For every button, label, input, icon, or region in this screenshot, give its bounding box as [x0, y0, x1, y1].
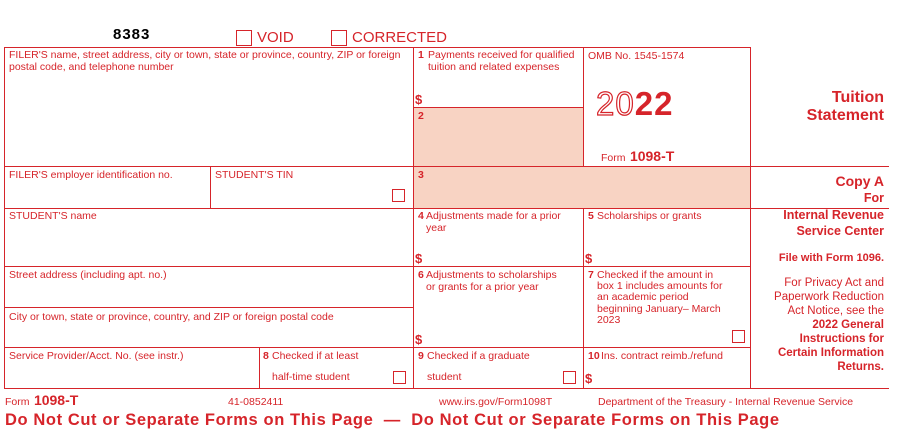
box2-shade	[414, 108, 583, 166]
box9-checkbox[interactable]	[563, 371, 576, 384]
title-line-1: Tuition	[831, 89, 884, 106]
student-tin-label: STUDENT'S TIN	[215, 169, 294, 181]
copy-a: Copy A	[835, 173, 884, 189]
box9-number: 9	[418, 350, 424, 362]
box4-label: Adjustments made for a prior year	[426, 210, 561, 234]
tax-year-light: 20	[596, 85, 635, 122]
box4-field[interactable]	[426, 240, 581, 264]
box5-field[interactable]	[596, 240, 748, 264]
box3-shade	[414, 167, 750, 208]
street-field[interactable]	[6, 284, 411, 305]
filer-ein-field[interactable]	[6, 184, 208, 206]
tax-year-bold: 22	[634, 85, 674, 122]
side-panel-title	[807, 89, 884, 125]
instr-line-4: Returns.	[837, 361, 884, 373]
instr-line-1: 2022 General	[812, 319, 884, 331]
student-name-label: STUDENT'S name	[9, 210, 97, 222]
box1-number: 1	[418, 49, 424, 61]
irs-url: www.irs.gov/Form1098T	[439, 396, 553, 408]
file-with: File with Form 1096.	[778, 252, 884, 264]
corrected-checkbox[interactable]	[331, 30, 347, 46]
privacy-block	[774, 276, 884, 374]
copy-for: For	[863, 191, 884, 205]
box9-label-2: student	[427, 371, 462, 383]
filer-name-label: FILER'S name, street address, city or town, state or province, country, ZIP or foreign postal code, and telephone number	[9, 49, 401, 73]
omb-number: OMB No. 1545-1574	[588, 50, 685, 62]
box1-dollar: $	[415, 92, 423, 107]
box6-label: Adjustments to scholarships or grants for a prior year	[426, 269, 557, 293]
footer-form-prefix: Form	[5, 396, 30, 408]
form-name-box	[601, 148, 674, 166]
title-line-2: Statement	[806, 107, 884, 124]
box5-dollar: $	[585, 251, 593, 266]
form-prefix: Form	[601, 152, 626, 164]
box10-dollar: $	[585, 371, 593, 386]
box1-field[interactable]	[426, 86, 581, 106]
box4-dollar: $	[415, 251, 423, 266]
copy-a-block	[744, 172, 884, 239]
box2-number: 2	[418, 110, 424, 122]
filer-ein-label: FILER'S employer identification no.	[9, 169, 173, 181]
box9-label: Checked if a graduate	[427, 350, 530, 362]
box1-label: Payments received for qualified tuition and related expenses	[428, 49, 575, 73]
box5-number: 5	[588, 210, 594, 222]
privacy-line-1: For Privacy Act and	[784, 277, 884, 289]
box7-checkbox[interactable]	[732, 330, 745, 343]
box6-number: 6	[418, 269, 424, 281]
student-tin-checkbox[interactable]	[392, 189, 405, 202]
box6-field[interactable]	[426, 320, 581, 345]
service-provider-field[interactable]	[6, 365, 256, 386]
box8-label-2: half-time student	[272, 371, 350, 383]
department: Department of the Treasury - Internal Revenue Service	[598, 396, 854, 408]
corrected-label: CORRECTED	[352, 29, 448, 46]
form-code: 8383	[113, 26, 151, 43]
box4-number: 4	[418, 210, 424, 222]
box10-label: Ins. contract reimb./refund	[601, 350, 723, 362]
box8-number: 8	[263, 350, 269, 362]
footer-form-name	[5, 392, 78, 410]
instr-line-2: Instructions for	[799, 333, 884, 345]
irs-line-1: Internal Revenue	[783, 208, 884, 222]
service-provider-label: Service Provider/Acct. No. (see instr.)	[9, 350, 184, 362]
privacy-line-2: Paperwork Reduction	[774, 291, 884, 303]
box8-checkbox[interactable]	[393, 371, 406, 384]
box8-label: Checked if at least	[272, 350, 359, 362]
tax-year	[596, 86, 673, 122]
privacy-line-3: Act Notice, see the	[787, 305, 884, 317]
catalog-number: 41-0852411	[228, 396, 284, 408]
void-label: VOID	[257, 29, 294, 46]
box3-number: 3	[418, 169, 424, 181]
void-checkbox[interactable]	[236, 30, 252, 46]
instr-line-3: Certain Information	[777, 347, 884, 359]
student-name-field[interactable]	[6, 226, 411, 264]
filer-name-field[interactable]	[6, 78, 411, 164]
box6-dollar: $	[415, 332, 423, 347]
box10-field[interactable]	[596, 365, 748, 386]
irs-line-2: Service Center	[796, 224, 884, 238]
do-not-cut-banner: Do Not Cut or Separate Forms on This Page — Do Not Cut or Separate Forms on This Page	[5, 411, 780, 429]
box10-number: 10	[588, 350, 600, 362]
box7-number: 7	[588, 269, 594, 281]
box5-label: Scholarships or grants	[597, 210, 702, 222]
city-label: City or town, state or province, country, and ZIP or foreign postal code	[9, 311, 334, 323]
box7-label: Checked if the amount in box 1 includes amounts for an academic period beginning January– March 2023	[597, 269, 723, 326]
street-label: Street address (including apt. no.)	[9, 269, 167, 281]
footer-form-number: 1098-T	[33, 392, 79, 408]
form-name: 1098-T	[629, 148, 675, 164]
city-field[interactable]	[6, 326, 411, 345]
